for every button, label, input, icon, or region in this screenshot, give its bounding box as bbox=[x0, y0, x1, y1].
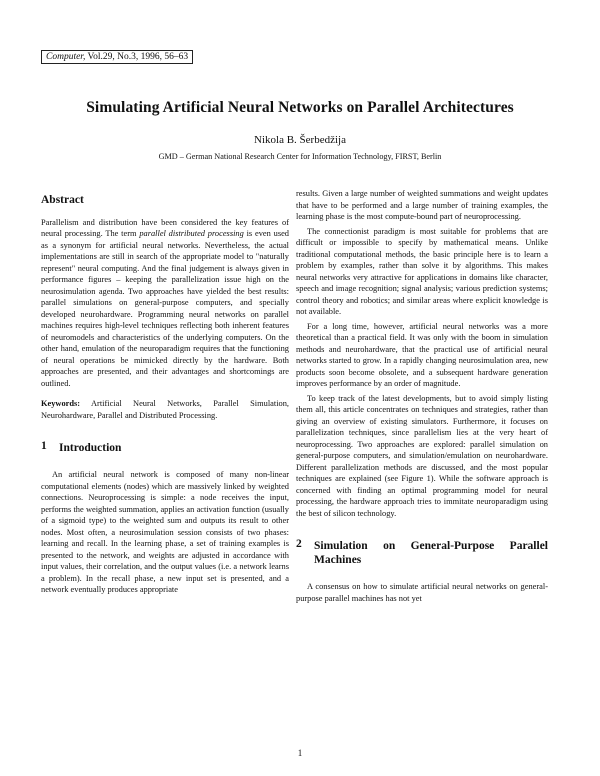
journal-name: Computer, bbox=[46, 52, 86, 62]
section-2-number: 2 bbox=[296, 538, 302, 550]
section-2-paragraph: A consensus on how to simulate artificial neural networks on general-purpose parallel machines has not yet bbox=[296, 582, 548, 603]
right-paragraph-2: The connectionist paradigm is most suitable for problems that are difficult or impossible to specify by mathematical means. Unlike traditional computational methods, the basic principle here is to learn a problem by examples, rather than solve it by algorithms. This makes neural networks very attractive for applications in domains like character, speech and image recognition; signal analysis; various prediction systems; control theory and robotics; and similar areas where explicit knowledge is not available. bbox=[296, 226, 548, 316]
paper-title: Simulating Artificial Neural Networks on Parallel Architectures bbox=[86, 99, 514, 116]
page-number: 1 bbox=[297, 748, 303, 758]
right-column bbox=[296, 188, 548, 604]
section-1-number: 1 bbox=[41, 440, 47, 452]
right-paragraph-1: results. Given a large number of weighted summations and weight updates that have to be performed and a large number of training examples, the learning phase is the most compute-bound part of neuroprocessing. bbox=[296, 189, 548, 221]
keywords-list: Artificial Neural Networks, Parallel Simulation, Neurohardware, Parallel and Distributed Processing. bbox=[41, 399, 289, 420]
right-paragraph-4: To keep track of the latest developments, but to avoid simply listing them all, this article concentrates on techniques and strategies, rather than giving an overview of existing simulators. Furthermore, it focuses on parallelization techniques, since parallelism lies at the very heart of neuroprocessing. Two approaches are explored: parallel simulation on general-purpose computers, and simulation/emulation on neurohardware. Different parallelization methods are discussed, and the most popular techniques are explained (see Figure 1). While the software approach is concerned with finding an optimal programming model for neural processing, the hardware approach tries to immitate neuroparadigm using the best of silicon technology. bbox=[296, 393, 548, 518]
right-paragraph-3: For a long time, however, artificial neural networks was a more theoretical than a practical field. It was only with the boom in simulation methods and neurohardware, that the practical use of artificial neural networks started to grow. In a rapidly changing neurosimulation area, new products soon become obsolete, and a subsequent hardware generation improves performance by an order of magnitude. bbox=[296, 321, 548, 388]
section-1-title: Introduction bbox=[59, 442, 122, 454]
abstract-text-b: is even used as a synonym for artificial neural networks. Nevertheless, the actual implementations are still in search of the appropriate model to "naturally represent" neural computing. And the final judgement is always given in performance figures – keeping the parallelization issue high on the neurosimulation agenda. Two approaches have yielded the best results: parallel simulations on general-purpose computers, and specially developed neurohardware. Programming neural networks on parallel machines requires high-level techniques reflecting both inherent features of neuromodels and characteristics of the underlying computers. On the other hand, emulation of the neuroparadigm requires that the functioning of neural operations be mimicked directly by the hardware. Both approaches are presented, and their advantages and shortcomings are outlined. bbox=[41, 229, 289, 388]
citation-box bbox=[41, 50, 193, 64]
abstract-emphasis: parallel distributed processing bbox=[139, 229, 244, 238]
left-column bbox=[41, 188, 289, 596]
author-affiliation: GMD – German National Research Center for Information Technology, FIRST, Berlin bbox=[158, 152, 442, 161]
keywords-label: Keywords: bbox=[41, 399, 81, 408]
section-1-heading bbox=[41, 441, 289, 455]
intro-paragraph: An artificial neural network is composed of many non-linear computational elements (nodes) which are massively linked by weighted connections. Neuroprocessing is simple: a node receives the input, performs the weighted summation, applies an activation function (usually of a sigmoid type) to the weighted sum and outputs its result to other nodes. Most often, a neurosimulation session consists of two phases: learning and recall. In the learning phase, a set of training examples is presented to the network, and weights are adjusted in accordance with input values, their correlation, and the output values (i.e. a network learns a problem). In the recall phase, a new input set is presented, and a network eventually produces appropriate bbox=[41, 470, 289, 594]
author-name: Nikola B. Šerbedžija bbox=[254, 134, 346, 146]
abstract-heading: Abstract bbox=[41, 194, 84, 206]
keywords bbox=[41, 398, 289, 421]
section-2-heading bbox=[296, 539, 548, 567]
abstract-text bbox=[41, 217, 289, 390]
citation-details: Vol.29, No.3, 1996, 56–63 bbox=[85, 52, 189, 62]
abstract-text-a: Parallelism and distribution have been considered the key features of neural processing. The term bbox=[41, 217, 289, 238]
section-2-title: Simulation on General-Purpose Parallel Machines bbox=[314, 540, 548, 566]
